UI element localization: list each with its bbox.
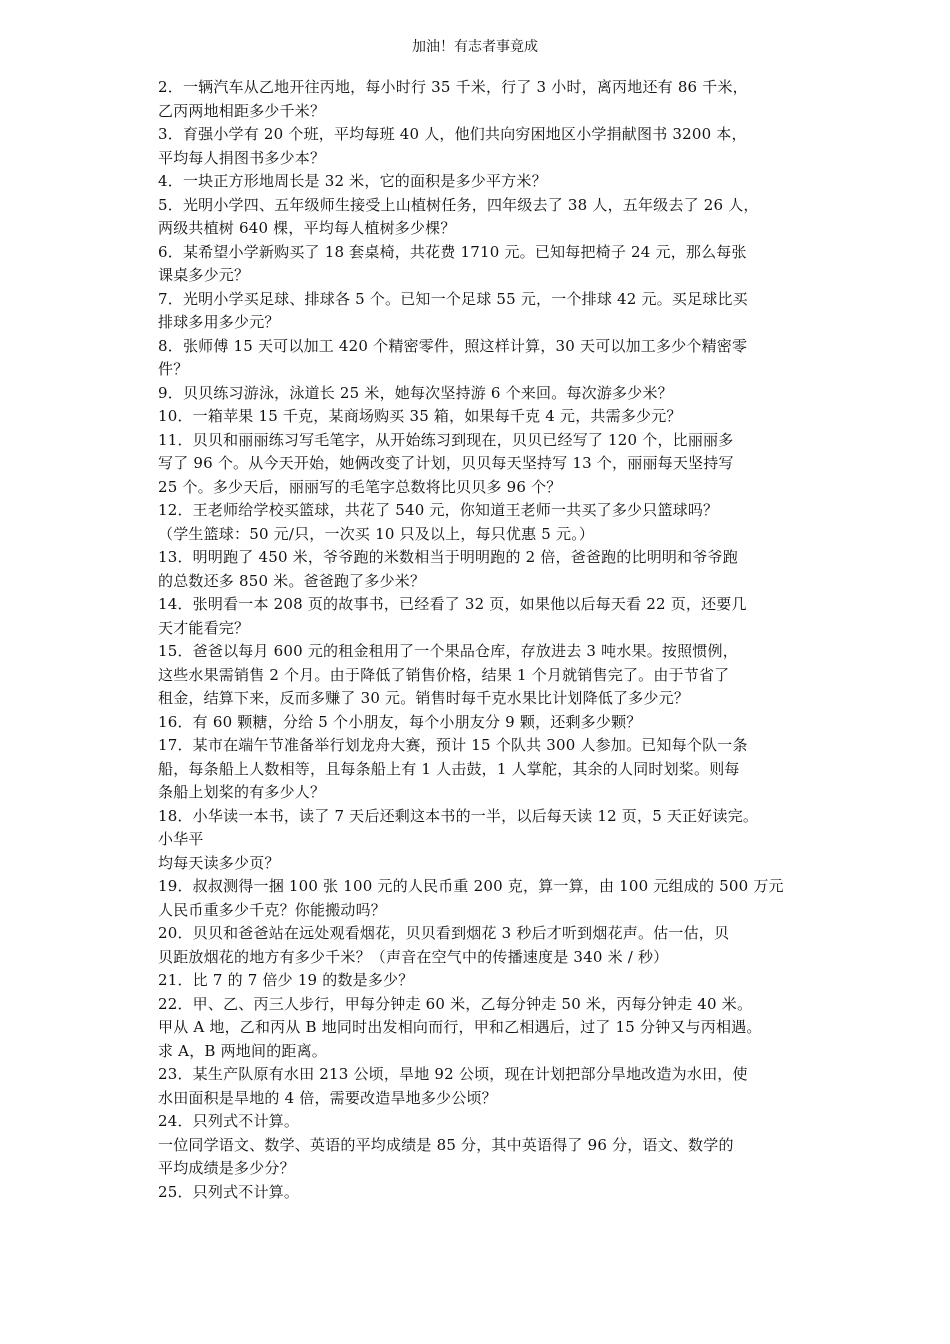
text-line: 天才能看完？ (158, 618, 250, 637)
text-line: 24．只列式不计算。 (158, 1112, 300, 1130)
text-line: 件？ (158, 360, 189, 378)
text-line: 9．贝贝练习游泳，泳道长 25 米，她每次坚持游 6 个来回。每次游多少米？ (158, 383, 673, 402)
text-line: （学生篮球：50 元/只，一次买 10 只及以上，每只优惠 5 元。） (158, 524, 595, 543)
text-line: 求 A，B 两地间的距离。 (158, 1041, 327, 1060)
text-line: 14．张明看一本 208 页的故事书，已经看了 32 页，如果他以后每天看 22 页，还要几 (158, 595, 747, 613)
text-line: 7．光明小学买足球、排球各 5 个。已知一个足球 55 元，一个排球 42 元。买足球比买 (158, 289, 748, 308)
text-line: 11．贝贝和丽丽练习写毛笔字，从开始练习到现在，贝贝已经写了 120 个，比丽丽多 (158, 430, 734, 449)
text-line: 水田面积是旱地的 4 倍，需要改造旱地多少公顷？ (158, 1088, 497, 1107)
text-line: 3．育强小学有 20 个班，平均每班 40 人，他们共向穷困地区小学捐献图书 3200 本， (158, 125, 747, 143)
text-line: 这些水果需销售 2 个月。由于降低了销售价格，结果 1 个月就销售完了。由于节省了 (158, 665, 730, 684)
text-line: 4．一块正方形地周长是 32 米，它的面积是多少平方米？ (158, 172, 547, 190)
text-line: 25 个。多少天后，丽丽写的毛笔字总数将比贝贝多 96 个？ (158, 477, 562, 496)
text-line: 一位同学语文、数学、英语的平均成绩是 85 分，其中英语得了 96 分，语文、数学的 (158, 1135, 734, 1154)
text-line: 12．王老师给学校买篮球，共花了 540 元，你知道王老师一共买了多少只篮球吗？ (158, 501, 719, 519)
text-line: 8．张师傅 15 天可以加工 420 个精密零件，照这样计算，30 天可以加工多少个精密零 (158, 336, 748, 355)
text-line: 10．一箱苹果 15 千克，某商场购买 35 箱，如果每千克 4 元，共需多少元？ (158, 407, 682, 425)
text-line: 20．贝贝和爸爸站在远处观看烟花，贝贝看到烟花 3 秒后才听到烟花声。估一估，贝 (158, 924, 730, 942)
text-line: 6．某希望小学新购买了 18 套桌椅，共花费 1710 元。已知每把椅子 24 元，那么每张 (158, 242, 747, 261)
text-line: 2．一辆汽车从乙地开往丙地，每小时行 35 千米，行了 3 小时，离丙地还有 86 千米， (158, 78, 748, 96)
text-line: 小华平 (158, 830, 204, 848)
text-line: 甲从 A 地，乙和丙从 B 地同时出发相向而行，甲和乙相遇后，过了 15 分钟又与丙相遇。 (158, 1018, 762, 1036)
text-line: 课桌多少元？ (158, 266, 250, 284)
text-line: 13．明明跑了 450 米，爷爷跑的米数相当于明明跑的 2 倍，爸爸跑的比明明和爷爷跑 (158, 548, 738, 566)
text-line: 贝距放烟花的地方有多少千米？（声音在空气中的传播速度是 340 米 / 秒） (158, 947, 669, 966)
text-line: 两级共植树 640 棵，平均每人植树多少棵？ (158, 219, 456, 237)
text-line: 15．爸爸以每月 600 元的租金租用了一个果品仓库，存放进去 3 吨水果。按照惯例， (158, 642, 738, 660)
text-line: 乙丙两地相距多少千米？ (158, 101, 326, 120)
text-line: 25．只列式不计算。 (158, 1182, 300, 1201)
page-header: 加油！有志者事竟成 (412, 39, 538, 55)
text-line: 19．叔叔测得一捆 100 张 100 元的人民币重 200 克，算一算，由 100 元组成的 500 万元 (158, 877, 784, 895)
text-line: 平均成绩是多少分？ (158, 1159, 295, 1177)
text-line: 条船上划桨的有多少人？ (158, 783, 326, 801)
text-line: 人民币重多少千克？你能搬动吗？ (158, 900, 387, 919)
text-line: 17．某市在端午节准备举行划龙舟大赛，预计 15 个队共 300 人参加。已知每个队一条 (158, 736, 748, 754)
document-body (158, 76, 800, 1204)
text-line: 5．光明小学四、五年级师生接受上山植树任务，四年级去了 38 人，五年级去了 26 人， (158, 195, 759, 214)
text-line: 16．有 60 颗糖，分给 5 个小朋友，每个小朋友分 9 颗，还剩多少颗？ (158, 712, 642, 731)
text-line: 租金，结算下来，反而多赚了 30 元。销售时每千克水果比计划降低了多少元？ (158, 689, 690, 707)
text-line: 平均每人捐图书多少本？ (158, 148, 326, 167)
text-line: 写了 96 个。从今天开始，她俩改变了计划，贝贝每天坚持写 13 个，丽丽每天坚持写 (158, 454, 734, 472)
text-line: 均每天读多少页？ (158, 853, 280, 872)
text-line: 23．某生产队原有水田 213 公顷，旱地 92 公顷，现在计划把部分旱地改造为水田，使 (158, 1065, 748, 1083)
text-line: 的总数还多 850 米。爸爸跑了多少米？ (158, 571, 426, 590)
text-line: 排球多用多少元？ (158, 313, 280, 331)
text-line: 21．比 7 的 7 倍少 19 的数是多少？ (158, 971, 414, 989)
text-line: 船，每条船上人数相等，且每条船上有 1 人击鼓，1 人掌舵，其余的人同时划桨。则每 (158, 759, 740, 778)
text-line: 22．甲、乙、丙三人步行，甲每分钟走 60 米，乙每分钟走 50 米，丙每分钟走 40 米。 (158, 994, 753, 1013)
text-line: 18．小华读一本书，读了 7 天后还剩这本书的一半，以后每天读 12 页，5 天正好读完。 (158, 806, 759, 825)
